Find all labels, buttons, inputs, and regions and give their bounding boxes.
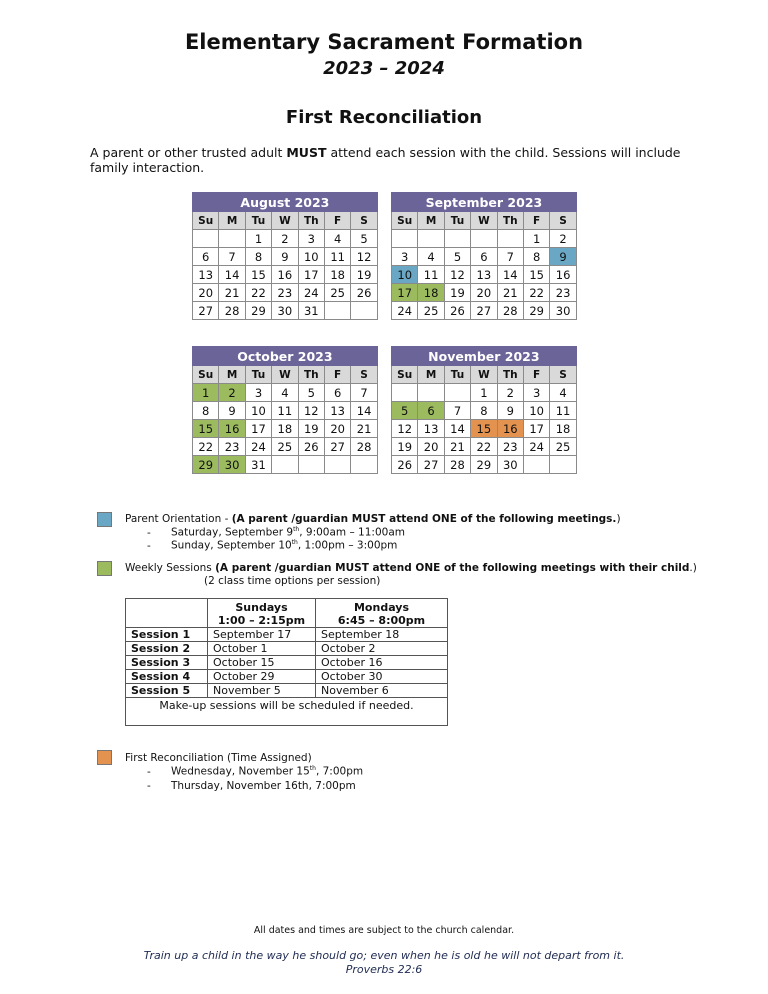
calendar-week-row bbox=[392, 284, 577, 302]
reconciliation-item-1 bbox=[147, 765, 363, 778]
calendar-day: 20 bbox=[324, 420, 350, 438]
session-schedule-table bbox=[125, 598, 448, 726]
calendar-day: 27 bbox=[418, 456, 444, 474]
calendar-day: 1 bbox=[523, 230, 549, 248]
calendar-day: 11 bbox=[272, 402, 298, 420]
calendar-week-row bbox=[392, 248, 577, 266]
calendar-week-row bbox=[193, 402, 378, 420]
calendar-day: 6 bbox=[418, 402, 444, 420]
month-header: November 2023 bbox=[392, 347, 577, 366]
calendar-day: 5 bbox=[444, 248, 470, 266]
weekday-header: W bbox=[471, 366, 497, 384]
weekly-legend-label bbox=[125, 562, 697, 574]
calendar-day bbox=[392, 230, 418, 248]
calendar-day: 28 bbox=[219, 302, 245, 320]
makeup-note: Make-up sessions will be scheduled if needed. bbox=[126, 698, 448, 726]
weekday-header: F bbox=[324, 366, 350, 384]
calendar-day: 15 bbox=[471, 420, 497, 438]
weekday-header: S bbox=[351, 366, 377, 384]
calendar-day: 11 bbox=[324, 248, 350, 266]
calendar-day: 8 bbox=[471, 402, 497, 420]
calendar-day: 20 bbox=[418, 438, 444, 456]
ordinal-suffix: th bbox=[291, 539, 298, 546]
calendar-week-row bbox=[392, 438, 577, 456]
calendar-day: 21 bbox=[497, 284, 523, 302]
orientation-item-1-time: , 9:00am – 11:00am bbox=[299, 526, 405, 539]
weekly-label: Weekly Sessions bbox=[125, 562, 216, 574]
calendar-day: 26 bbox=[351, 284, 377, 302]
calendar-day: 30 bbox=[497, 456, 523, 474]
calendar-day: 19 bbox=[444, 284, 470, 302]
calendar-day: 6 bbox=[324, 384, 350, 402]
weekday-header: Th bbox=[497, 366, 523, 384]
calendar-day: 2 bbox=[497, 384, 523, 402]
calendar-day: 17 bbox=[245, 420, 271, 438]
reconciliation-item-1-time: , 7:00pm bbox=[315, 765, 364, 778]
calendar-day: 7 bbox=[497, 248, 523, 266]
weekday-header: M bbox=[219, 366, 245, 384]
calendar-day: 13 bbox=[418, 420, 444, 438]
weekday-header: M bbox=[418, 366, 444, 384]
calendar-day: 19 bbox=[351, 266, 377, 284]
monday-date: November 6 bbox=[316, 684, 448, 698]
session-label: Session 5 bbox=[126, 684, 208, 698]
sunday-header-time: 1:00 – 2:15pm bbox=[217, 614, 306, 627]
calendar-day: 13 bbox=[193, 266, 219, 284]
calendar-day: 31 bbox=[298, 302, 324, 320]
calendar-day: 17 bbox=[523, 420, 549, 438]
sunday-date: September 17 bbox=[208, 628, 316, 642]
calendar-week-row bbox=[392, 230, 577, 248]
calendar-day: 8 bbox=[523, 248, 549, 266]
calendar-day: 8 bbox=[193, 402, 219, 420]
calendar-day: 12 bbox=[444, 266, 470, 284]
calendar-day: 24 bbox=[523, 438, 549, 456]
calendar-day: 8 bbox=[245, 248, 271, 266]
calendar-day: 19 bbox=[392, 438, 418, 456]
calendar-day bbox=[272, 456, 298, 474]
weekday-header: Th bbox=[298, 212, 324, 230]
calendar-day: 2 bbox=[550, 230, 576, 248]
calendar-week-row bbox=[392, 402, 577, 420]
calendar-day: 3 bbox=[523, 384, 549, 402]
calendar-day: 18 bbox=[324, 266, 350, 284]
monday-date: October 30 bbox=[316, 670, 448, 684]
weekday-header: W bbox=[272, 366, 298, 384]
session-label: Session 1 bbox=[126, 628, 208, 642]
calendar-october bbox=[192, 346, 378, 474]
calendar-week-row bbox=[193, 456, 378, 474]
calendar-day: 27 bbox=[324, 438, 350, 456]
calendar-day: 3 bbox=[298, 230, 324, 248]
calendar-day: 25 bbox=[418, 302, 444, 320]
weekday-header: Tu bbox=[245, 212, 271, 230]
weekday-header: F bbox=[523, 366, 549, 384]
weekday-header: F bbox=[523, 212, 549, 230]
calendar-day: 21 bbox=[351, 420, 377, 438]
calendar-day: 26 bbox=[444, 302, 470, 320]
weekday-header: S bbox=[351, 212, 377, 230]
schedule-body bbox=[126, 628, 448, 698]
calendar-day: 31 bbox=[245, 456, 271, 474]
weekday-header: Su bbox=[392, 366, 418, 384]
calendar-week-row bbox=[193, 266, 378, 284]
calendar-day: 17 bbox=[392, 284, 418, 302]
weekday-header: S bbox=[550, 366, 576, 384]
calendar-day bbox=[471, 230, 497, 248]
weekday-header: Su bbox=[193, 366, 219, 384]
calendar-november bbox=[391, 346, 577, 474]
orientation-item-2-date: Sunday, September 10 bbox=[171, 539, 292, 552]
calendar-day bbox=[324, 456, 350, 474]
reconciliation-legend-label: First Reconciliation (Time Assigned) bbox=[125, 752, 312, 764]
sunday-header-day: Sundays bbox=[235, 601, 288, 614]
calendar-day: 4 bbox=[550, 384, 576, 402]
calendar-day bbox=[444, 384, 470, 402]
calendar-week-row bbox=[193, 248, 378, 266]
calendar-day: 15 bbox=[523, 266, 549, 284]
weekday-header: Su bbox=[392, 212, 418, 230]
calendar-day: 21 bbox=[219, 284, 245, 302]
section-title: First Reconciliation bbox=[285, 107, 483, 128]
calendar-day: 27 bbox=[193, 302, 219, 320]
calendar-week-row bbox=[392, 456, 577, 474]
reconciliation-color-swatch bbox=[97, 750, 112, 765]
calendar-day: 27 bbox=[471, 302, 497, 320]
weekday-header: W bbox=[471, 212, 497, 230]
calendar-day: 29 bbox=[523, 302, 549, 320]
session-label: Session 3 bbox=[126, 656, 208, 670]
document-title: Elementary Sacrament Formation bbox=[184, 30, 584, 54]
list-dash: - bbox=[147, 780, 151, 792]
month-header: October 2023 bbox=[193, 347, 378, 366]
calendar-day bbox=[392, 384, 418, 402]
calendar-day: 25 bbox=[324, 284, 350, 302]
calendar-day bbox=[550, 456, 576, 474]
orientation-tail: ) bbox=[616, 513, 621, 525]
calendar-day: 14 bbox=[497, 266, 523, 284]
intro-emphasis: MUST bbox=[286, 145, 327, 160]
month-header: August 2023 bbox=[193, 193, 378, 212]
weekday-header: M bbox=[219, 212, 245, 230]
session-label: Session 4 bbox=[126, 670, 208, 684]
calendar-day: 14 bbox=[444, 420, 470, 438]
calendar-day: 30 bbox=[550, 302, 576, 320]
calendar-week-row bbox=[193, 230, 378, 248]
schedule-header-row bbox=[126, 599, 448, 628]
calendar-day bbox=[418, 230, 444, 248]
calendar-day bbox=[523, 456, 549, 474]
calendar-day: 7 bbox=[351, 384, 377, 402]
calendar-day: 11 bbox=[418, 266, 444, 284]
schedule-row bbox=[126, 656, 448, 670]
weekly-color-swatch bbox=[97, 561, 112, 576]
calendar-day: 18 bbox=[550, 420, 576, 438]
calendar-day: 26 bbox=[392, 456, 418, 474]
monday-header-time: 6:45 – 8:00pm bbox=[337, 614, 426, 627]
calendar-week-row bbox=[193, 384, 378, 402]
calendar-day: 2 bbox=[272, 230, 298, 248]
calendar-day: 16 bbox=[272, 266, 298, 284]
monday-date: October 2 bbox=[316, 642, 448, 656]
calendar-day bbox=[219, 230, 245, 248]
calendar-day: 7 bbox=[219, 248, 245, 266]
calendar-day: 1 bbox=[471, 384, 497, 402]
calendar-day: 26 bbox=[298, 438, 324, 456]
calendar-day: 13 bbox=[324, 402, 350, 420]
sunday-date: November 5 bbox=[208, 684, 316, 698]
calendar-day: 6 bbox=[471, 248, 497, 266]
weekday-header: Tu bbox=[245, 366, 271, 384]
weekday-header: F bbox=[324, 212, 350, 230]
calendar-day: 14 bbox=[351, 402, 377, 420]
calendar-day: 23 bbox=[272, 284, 298, 302]
weekly-requirement: (A parent /guardian MUST attend ONE of the following meetings with their child bbox=[215, 562, 690, 574]
ordinal-suffix: th bbox=[293, 526, 300, 533]
calendar-day: 4 bbox=[324, 230, 350, 248]
weekday-header: Th bbox=[298, 366, 324, 384]
calendar-day: 16 bbox=[497, 420, 523, 438]
calendar-day bbox=[324, 302, 350, 320]
sunday-date: October 15 bbox=[208, 656, 316, 670]
calendar-disclaimer: All dates and times are subject to the church calendar. bbox=[253, 925, 515, 936]
calendar-day: 5 bbox=[351, 230, 377, 248]
calendar-day: 22 bbox=[523, 284, 549, 302]
calendar-day bbox=[418, 384, 444, 402]
orientation-legend-label bbox=[125, 513, 621, 525]
calendar-day: 15 bbox=[193, 420, 219, 438]
weekday-header: Th bbox=[497, 212, 523, 230]
calendar-day: 11 bbox=[550, 402, 576, 420]
calendar-day: 5 bbox=[298, 384, 324, 402]
calendar-day: 22 bbox=[193, 438, 219, 456]
calendar-day: 24 bbox=[245, 438, 271, 456]
reconciliation-item-1-date: Wednesday, November 15 bbox=[171, 765, 310, 778]
calendar-day: 13 bbox=[471, 266, 497, 284]
calendar-day: 28 bbox=[351, 438, 377, 456]
calendar-day: 3 bbox=[245, 384, 271, 402]
calendar-day: 14 bbox=[219, 266, 245, 284]
month-header: September 2023 bbox=[392, 193, 577, 212]
calendar-week-row bbox=[392, 420, 577, 438]
calendar-day: 15 bbox=[245, 266, 271, 284]
orientation-label: Parent Orientation - bbox=[125, 513, 232, 525]
verse-text: Train up a child in the way he should go; even when he is old he will not depart from it. bbox=[143, 949, 625, 962]
calendar-day: 16 bbox=[219, 420, 245, 438]
orientation-item-1 bbox=[147, 526, 405, 539]
weekday-header: Tu bbox=[444, 212, 470, 230]
calendar-day: 7 bbox=[444, 402, 470, 420]
schedule-row bbox=[126, 642, 448, 656]
list-dash: - bbox=[147, 765, 151, 778]
reconciliation-item-2 bbox=[147, 780, 356, 792]
calendar-day: 6 bbox=[193, 248, 219, 266]
calendar-day: 28 bbox=[497, 302, 523, 320]
calendar-day: 9 bbox=[219, 402, 245, 420]
calendar-day: 20 bbox=[193, 284, 219, 302]
schedule-note-row bbox=[126, 698, 448, 726]
weekday-header: S bbox=[550, 212, 576, 230]
calendar-day: 10 bbox=[298, 248, 324, 266]
weekday-header: Su bbox=[193, 212, 219, 230]
intro-paragraph bbox=[90, 145, 700, 175]
calendar-day bbox=[193, 230, 219, 248]
calendar-day: 1 bbox=[245, 230, 271, 248]
weekday-header: Tu bbox=[444, 366, 470, 384]
calendar-day: 19 bbox=[298, 420, 324, 438]
sunday-column-header bbox=[208, 599, 316, 628]
calendar-day: 10 bbox=[392, 266, 418, 284]
calendar-day: 23 bbox=[219, 438, 245, 456]
calendar-day: 4 bbox=[272, 384, 298, 402]
calendar-day: 30 bbox=[219, 456, 245, 474]
calendar-day: 25 bbox=[550, 438, 576, 456]
calendar-day bbox=[497, 230, 523, 248]
calendar-day: 22 bbox=[471, 438, 497, 456]
scripture-verse bbox=[0, 949, 768, 977]
monday-column-header bbox=[316, 599, 448, 628]
calendar-day bbox=[444, 230, 470, 248]
calendar-day: 25 bbox=[272, 438, 298, 456]
sunday-date: October 29 bbox=[208, 670, 316, 684]
calendar-day: 29 bbox=[245, 302, 271, 320]
calendar-day: 22 bbox=[245, 284, 271, 302]
calendar-september bbox=[391, 192, 577, 320]
calendar-day: 12 bbox=[298, 402, 324, 420]
calendar-day: 12 bbox=[392, 420, 418, 438]
calendar-day bbox=[298, 456, 324, 474]
calendar-day: 21 bbox=[444, 438, 470, 456]
calendar-week-row bbox=[392, 302, 577, 320]
intro-text-end: attend each session with the child. Sessions will include family interaction. bbox=[90, 145, 681, 175]
calendar-day: 3 bbox=[392, 248, 418, 266]
weekly-note: (2 class time options per session) bbox=[204, 575, 381, 587]
calendar-week-row bbox=[193, 302, 378, 320]
calendar-day: 17 bbox=[298, 266, 324, 284]
calendar-day: 20 bbox=[471, 284, 497, 302]
orientation-requirement: (A parent /guardian MUST attend ONE of the following meetings. bbox=[231, 513, 617, 525]
orientation-color-swatch bbox=[97, 512, 112, 527]
ordinal-suffix: th bbox=[309, 765, 316, 772]
monday-date: October 16 bbox=[316, 656, 448, 670]
calendar-day bbox=[351, 302, 377, 320]
schedule-corner-cell bbox=[126, 599, 208, 628]
calendar-day: 9 bbox=[497, 402, 523, 420]
monday-date: September 18 bbox=[316, 628, 448, 642]
calendar-day: 28 bbox=[444, 456, 470, 474]
calendar-day: 10 bbox=[245, 402, 271, 420]
orientation-item-2 bbox=[147, 539, 397, 552]
calendar-week-row bbox=[392, 266, 577, 284]
calendar-day: 24 bbox=[298, 284, 324, 302]
list-dash: - bbox=[147, 539, 151, 552]
reconciliation-item-2-date: Thursday, November 16th, 7:00pm bbox=[171, 780, 356, 792]
weekly-tail: .) bbox=[689, 562, 697, 574]
calendar-day: 9 bbox=[272, 248, 298, 266]
calendar-day: 24 bbox=[392, 302, 418, 320]
calendar-day: 5 bbox=[392, 402, 418, 420]
session-label: Session 2 bbox=[126, 642, 208, 656]
calendar-week-row bbox=[392, 384, 577, 402]
calendar-week-row bbox=[193, 284, 378, 302]
calendar-day: 18 bbox=[272, 420, 298, 438]
list-dash: - bbox=[147, 526, 151, 539]
sunday-date: October 1 bbox=[208, 642, 316, 656]
calendar-day: 16 bbox=[550, 266, 576, 284]
schedule-row bbox=[126, 684, 448, 698]
calendar-day bbox=[351, 456, 377, 474]
calendar-day: 23 bbox=[550, 284, 576, 302]
orientation-item-1-date: Saturday, September 9 bbox=[171, 526, 294, 539]
calendar-week-row bbox=[193, 438, 378, 456]
calendar-day: 23 bbox=[497, 438, 523, 456]
calendar-day: 1 bbox=[193, 384, 219, 402]
weekday-header: M bbox=[418, 212, 444, 230]
calendar-day: 29 bbox=[471, 456, 497, 474]
weekday-header: W bbox=[272, 212, 298, 230]
calendar-day: 9 bbox=[550, 248, 576, 266]
calendar-august bbox=[192, 192, 378, 320]
calendar-day: 18 bbox=[418, 284, 444, 302]
calendar-day: 2 bbox=[219, 384, 245, 402]
document-year: 2023 – 2024 bbox=[323, 58, 445, 79]
calendar-day: 29 bbox=[193, 456, 219, 474]
calendar-day: 12 bbox=[351, 248, 377, 266]
intro-text-start: A parent or other trusted adult bbox=[90, 145, 287, 160]
calendar-day: 4 bbox=[418, 248, 444, 266]
schedule-row bbox=[126, 628, 448, 642]
orientation-item-2-time: , 1:00pm – 3:00pm bbox=[297, 539, 398, 552]
monday-header-day: Mondays bbox=[353, 601, 409, 614]
calendar-day: 10 bbox=[523, 402, 549, 420]
schedule-row bbox=[126, 670, 448, 684]
calendar-day: 30 bbox=[272, 302, 298, 320]
calendar-week-row bbox=[193, 420, 378, 438]
verse-citation: Proverbs 22:6 bbox=[345, 963, 423, 976]
